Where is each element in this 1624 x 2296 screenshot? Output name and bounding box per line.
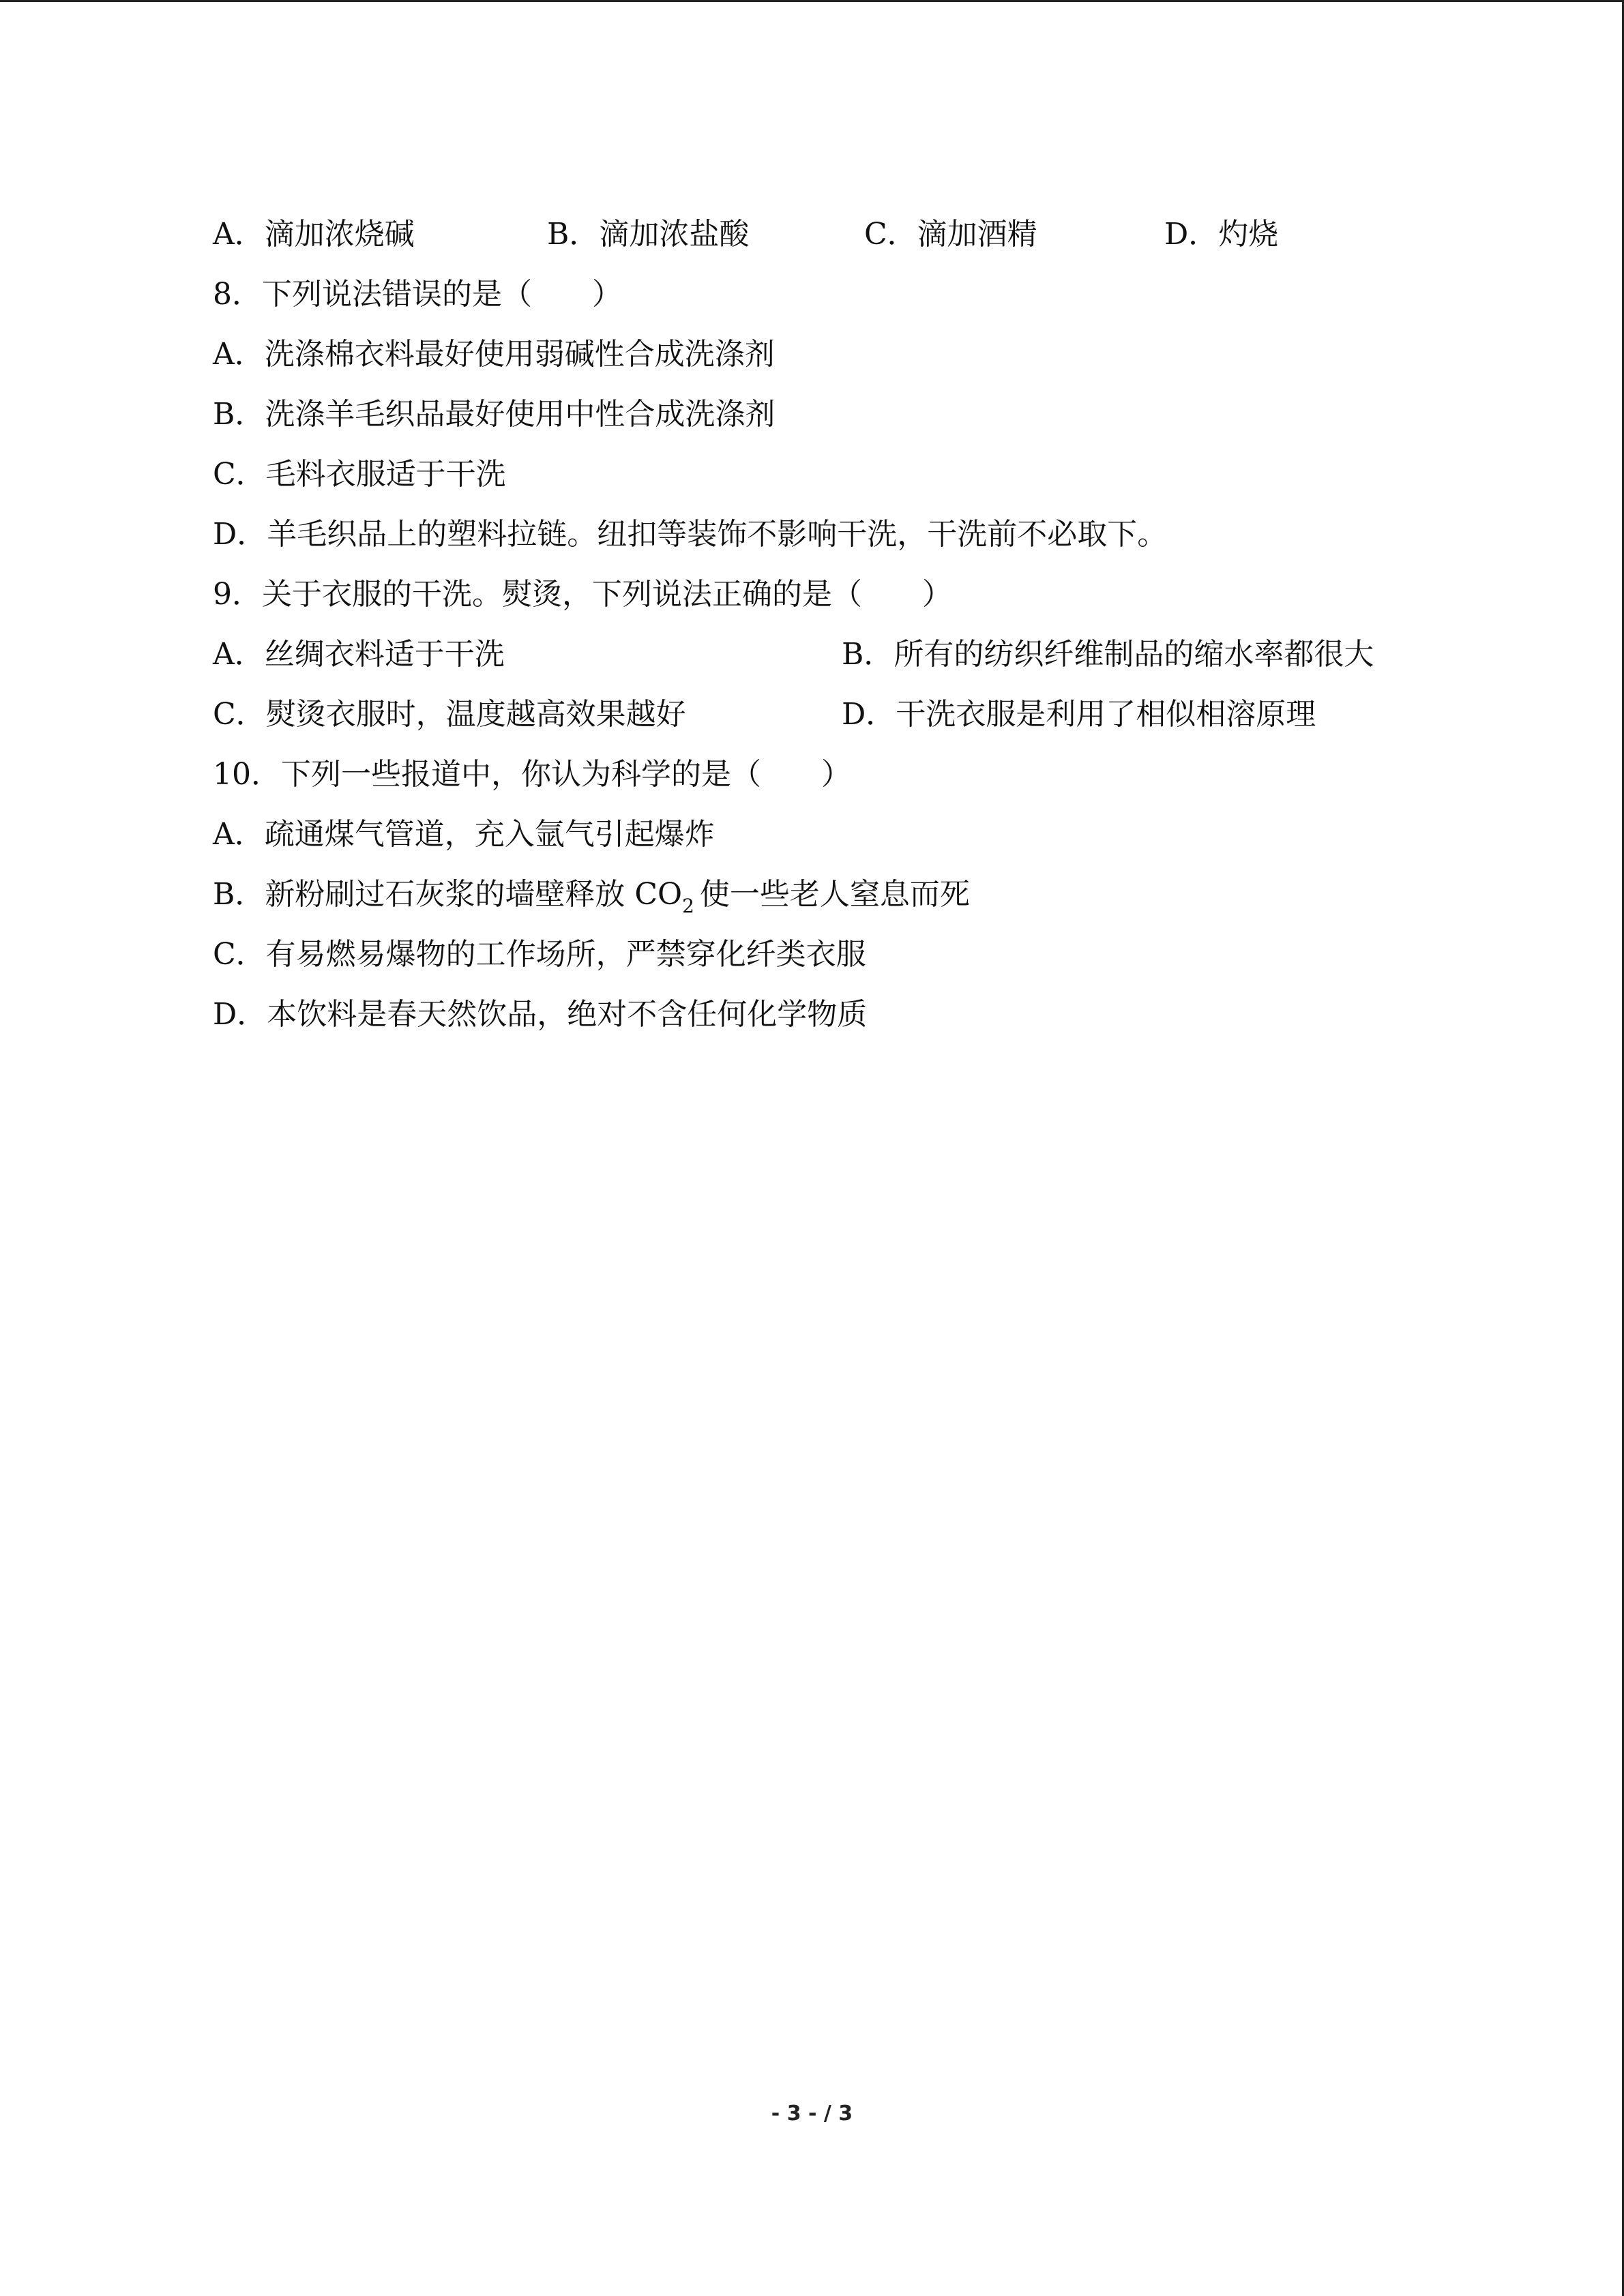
q7-option-a: A．滴加浓烧碱	[213, 217, 415, 252]
q7-option-c: C．滴加酒精	[864, 217, 1037, 252]
q8-option-a: A．洗涤棉衣料最好使用弱碱性合成洗涤剂	[213, 337, 775, 372]
q9-option-c: C．熨烫衣服时，温度越高效果越好	[213, 697, 686, 732]
q9-options-row-2	[213, 694, 1441, 735]
q9-option-a: A．丝绸衣料适于干洗	[213, 637, 505, 672]
q10-stem: 10．下列一些报道中，你认为科学的是（ ）	[213, 757, 851, 792]
q7-option-d: D．灼烧	[1164, 217, 1279, 252]
q10-option-a: A．疏通煤气管道，充入氩气引起爆炸	[213, 817, 715, 852]
q7-option-b: B．滴加浓盐酸	[547, 217, 750, 252]
top-border	[0, 0, 1624, 2]
q8-option-c: C．毛料衣服适于干洗	[213, 457, 506, 492]
q10-option-b	[213, 874, 970, 915]
q8-option-d: D．羊毛织品上的塑料拉链。纽扣等装饰不影响干洗，干洗前不必取下。	[213, 517, 1168, 552]
q10-option-b-text-end: 使一些老人窒息而死	[699, 877, 970, 912]
q7-options-row	[213, 214, 1441, 255]
q10-option-d: D．本饮料是春天然饮品，绝对不含任何化学物质	[213, 997, 868, 1032]
q10-option-b-text: B．新粉刷过石灰浆的墙壁释放 CO	[213, 877, 683, 912]
q10-option-b-subscript: 2	[682, 895, 694, 917]
q9-options-row-1	[213, 634, 1441, 675]
q9-option-d: D．干洗衣服是利用了相似相溶原理	[842, 697, 1316, 732]
q10-option-c: C．有易燃易爆物的工作场所，严禁穿化纤类衣服	[213, 937, 866, 972]
page-number: - 3 - / 3	[771, 2102, 853, 2126]
q8-option-b: B．洗涤羊毛织品最好使用中性合成洗涤剂	[213, 397, 776, 432]
q9-stem: 9．关于衣服的干洗。熨烫，下列说法正确的是（ ）	[213, 577, 952, 612]
q9-option-b: B．所有的纺织纤维制品的缩水率都很大	[842, 637, 1374, 672]
q8-stem: 8．下列说法错误的是（ ）	[213, 277, 622, 312]
